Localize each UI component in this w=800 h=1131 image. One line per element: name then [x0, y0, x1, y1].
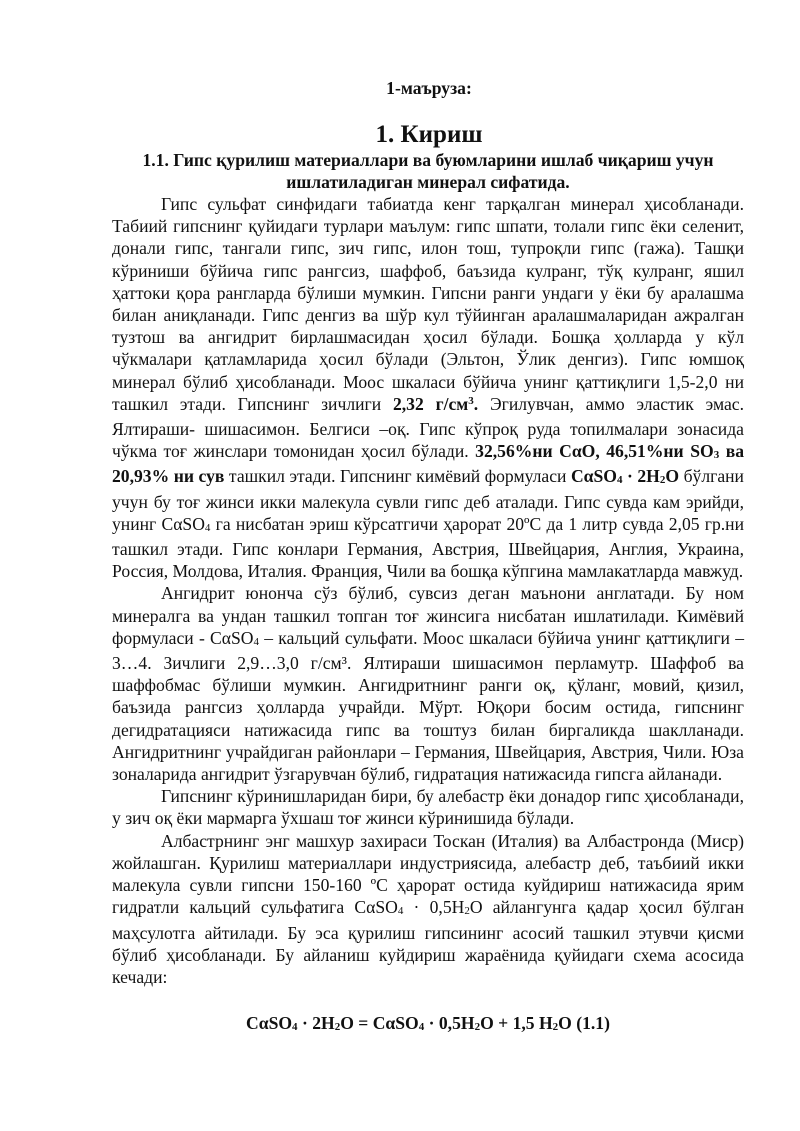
text-run: бўлгани учун бу тоғ жинси икки малекула сувли гипс деб аталади. Гипс сувда кам эрийди, унинг СαSO	[112, 466, 744, 534]
text-run: – кальций сульфати. Моос шкаласи бўйича унинг қаттиқлиги – 3…4. Зичлиги 2,9…3,0 г/см³. Ялтираши шишасимон перламутр. Шаффоб ва шаффобмас бўлиши мумкин. Ангидритнинг ранги оқ, қўланг, мовий, қизил, баъзида рангсиз ҳолларда учрайди. Мўрт. Юқори босим остида, гипснинг дегидратацияси натижасида гипс ва тоштуз билан биргаликда шаклланади. Ангидритнинг учрайдиган районлари – Германия, Швейцария, Австрия, Чили. Юза зоналарида ангидрит ўзгарувчан бўлиб, гидратация натижасида гипсга айланади.	[112, 627, 744, 785]
document-body	[112, 193, 744, 988]
reaction-formula: $С\alpha SO_4 \cdot 2H_2O = С\alpha SO_4 \cdot 0,5H_2O + 1,5$ $H_2O$ (1.1)	[246, 1013, 610, 1033]
text-run: Ангидрит юнонча сўз бўлиб, сувсиз деган маънони англатади. Бу ном минералга ва ундан ташкил топган тоғ жинсига нисбатан ишлатилади. Кимёвий формуласи - СαSO	[112, 583, 744, 648]
text-run: Гипс сульфат синфидаги табиатда кенг тарқалган минерал ҳисобланади. Табиий гипснинг қуйидаги турлари маълум: гипс шпати, толали гипс ёки селенит, донали гипс, тангали гипс, зич гипс, илон тош, тупроқли гипс (гажа). Ташқи кўриниши бўйича гипс рангсиз, шаффоб, баъзида кулранг, тўқ кулранг, яшил ҳаттоки қора рангларда бўлиши мумкин. Гипсни ранги ундаги у ёки бу аралашма билан аниқланади. Гипс денгиз ва шўр кул тўйинган аралашмаларидан ажралган тузтош ва ангидрит бирлашмасидан ҳосил бўлади. Бошқа ҳолларда у кўл чўкмалари қатламларида ҳосил бўлади (Эльтон, Ўлик денгиз). Гипс юмшоқ минерал бўлиб ҳисобланади. Моос шкаласи бўйича унинг қаттиқлиги 1,5-2,0 ни ташкил этади. Гипснинг зичлиги	[112, 194, 744, 414]
text-run: Эгилувчан, аммо эластик эмас. Ялтираши- шишасимон. Белгиси –оқ. Гипс кўпроқ руда топилмалари зонасида чўкма тоғ жинслари томонидан ҳосил бўлади.	[112, 393, 745, 462]
paragraph-gypsum: Гипс сульфат синфидаги табиатда кенг тарқалган минерал ҳисобланади. Табиий гипснинг қуйидаги турлари маълум: гипс шпати, толали гипс ёки селенит, донали гипс, тангали гипс, зич гипс, илон тош, тупроқли гипс (гажа). Ташқи кўриниши бўйича гипс рангсиз, шаффоб, баъзида кулранг, тўқ кулранг, яшил ҳаттоки қора рангларда бўлиши мумкин. Гипсни ранги ундаги у ёки бу аралашма билан аниқланади. Гипс денгиз ва шўр кул тўйинган аралашмаларидан ажралган тузтош ва ангидрит бирлашмасидан ҳосил бўлади. Бошқа ҳолларда у кўл чўкмалари қатламларида ҳосил бўлади (Эльтон, Ўлик денгиз). Гипс юмшоқ минерал бўлиб ҳисобланади. Моос шкаласи бўйича унинг қаттиқлиги 1,5-2,0 ни ташкил этади. Гипснинг зичлиги 2,32 $г/см^3$. Эгилувчан, аммо эластик эмас. Ялтираши- шишасимон. Белгиси –оқ. Гипс кўпроқ руда топилмалари зонасида чўкма тоғ жинслари томонидан ҳосил бўлади. 32,56%ни СαО, 46,51%ни $SO_3$ ва 20,93% ни сув ташкил этади. Гипснинг кимёвий формуласи $С\alpha SO_4 \cdot 2H_2O$ бўлгани учун бу тоғ жинси икки малекула сувли гипс деб аталади. Гипс сувда кам эрийди, унинг СαSO$_4$ га нисбатан эриш кўрсатгичи ҳарорат 20ºС да 1 литр сувда 2,05 гр.ни ташкил этади. Гипс конлари Германия, Австрия, Швейцария, Англия, Украина, Россия, Молдова, Италия. Франция, Чили ва бошқа кўпгина мамлакатларда мавжуд.	[112, 194, 745, 582]
text-run: Албастрнинг энг машхур захираси Тоскан (Италия) ва Албастронда (Миср) жойлашган. Қурилиш материаллари индустриясида, алебастр деб, таъбиий икки малекула сувли гипсни 150-160 ºС ҳарорат остида куйдириш натижасида ярим гидратли кальций сульфатига СαSO	[112, 830, 744, 918]
paragraph-anhydrite: Ангидрит юнонча сўз бўлиб, сувсиз деган маънони англатади. Бу ном минералга ва ундан ташкил топган тоғ жинсига нисбатан ишлатилади. Кимёвий формуласи - СαSO$_4$ – кальций сульфати. Моос шкаласи бўйича унинг қаттиқлиги – 3…4. Зичлиги 2,9…3,0 г/см³. Ялтираши шишасимон перламутр. Шаффоб ва шаффобмас бўлиши мумкин. Ангидритнинг ранги оқ, қўланг, мовий, қизил, баъзида рангсиз ҳолларда учрайди. Мўрт. Юқори босим остида, гипснинг дегидратацияси натижасида гипс ва тоштуз билан биргаликда шаклланади. Ангидритнинг учрайдиган районлари – Германия, Швейцария, Австрия, Чили. Юза зоналарида ангидрит ўзгарувчан бўлиб, гидратация натижасида гипсга айланади.	[112, 583, 744, 785]
text-run: O айлангунга қадар ҳосил бўлган маҳсулотга айтилади. Бу эса қурилиш гипсининг асосий ташкил этувчи қисми бўлиб ҳисобланади. Бу айланиш куйдириш жараёнида қуйидаги схема асосида кечади:	[112, 897, 744, 987]
text-run: ташкил этади. Гипснинг кимёвий формуласи	[224, 466, 571, 487]
section-title: 1.1. Гипс қурилиш материаллари ва буюмларини ишлаб чиқариш учун ишлатиладиган минерал сифатида.	[142, 150, 714, 193]
paragraph-alabaster-deposits: Албастрнинг энг машхур захираси Тоскан (Италия) ва Албастронда (Миср) жойлашган. Қурилиш материаллари индустриясида, алебастр деб, таъбиий икки малекула сувли гипсни 150-160 ºС ҳарорат остида куйдириш натижасида ярим гидратли кальций сульфатига $С\alpha SO_4 \cdot 0,5H_2O$ айлангунга қадар ҳосил бўлган маҳсулотга айтилади. Бу эса қурилиш гипсининг асосий ташкил этувчи қисми бўлиб ҳисобланади. Бу айланиш куйдириш жараёнида қуйидаги схема асосида кечади:	[112, 830, 744, 987]
gypsum-formula: $С\alpha SO_4 \cdot 2H_2O$	[570, 466, 680, 487]
density-value: 2,32 $г/см^3$.	[392, 393, 479, 414]
lecture-number: 1-маъруза:	[386, 78, 472, 98]
text-run: га нисбатан эриш кўрсатгичи ҳарорат 20ºС да 1 литр сувда 2,05 гр.ни ташкил этади. Гипс конлари Германия, Австрия, Швейцария, Англия, Украина, Россия, Молдова, Италия. Франция, Чили ва бошқа кўпгина мамлакатларда мавжуд.	[112, 513, 744, 582]
chapter-title: 1. Кириш	[375, 121, 483, 148]
composition: 32,56%ни СαО, 46,51%ни $SO_3$ ва 20,93% ни сув	[112, 441, 744, 487]
paragraph-alabaster: Гипснинг кўринишларидан бири, бу алебастр ёки донадор гипс ҳисобланади, у зич оқ ёки мармарга ўхшаш тоғ жинси кўринишида бўлади.	[112, 786, 744, 829]
